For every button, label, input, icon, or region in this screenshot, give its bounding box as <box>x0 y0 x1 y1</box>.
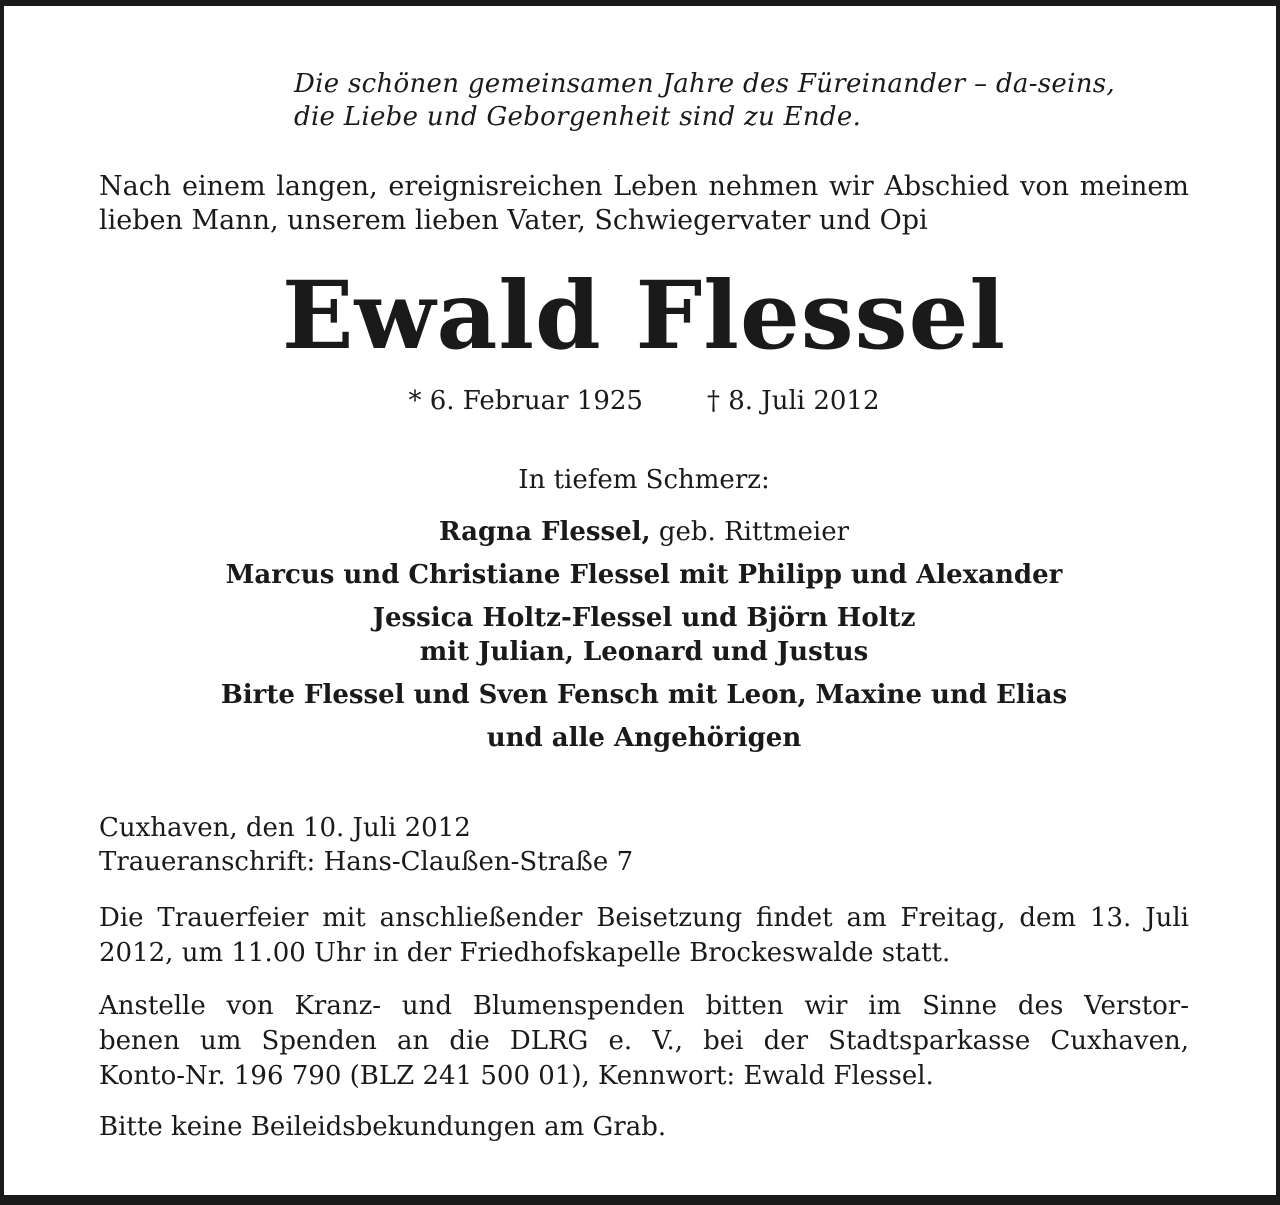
mourner-spouse <box>4 515 1280 549</box>
motto-line-1: Die schönen gemeinsamen Jahre des Füreinander – da-seins, <box>294 69 1115 99</box>
mourning-address: Traueranschrift: Hans-Claußen-Straße 7 <box>99 847 634 877</box>
death-date: † 8. Juli 2012 <box>706 386 880 416</box>
life-dates <box>4 384 1280 418</box>
donation-line-1: Anstelle von Kranz- und Blumenspenden bitten wir im Sinne des Verstor- <box>99 991 1189 1021</box>
intro-text: Nach einem langen, ereignisreichen Leben nehmen wir Abschied von meinem lieben Mann, unserem lieben Vater, Schwiegervater und Opi <box>99 171 1189 236</box>
spouse-birthname: geb. Rittmeier <box>650 517 850 547</box>
mourner-line-4: mit Julian, Leonard und Justus <box>419 637 869 667</box>
donation-line-2: benen um Spenden an die DLRG e. V., bei der Stadtsparkasse Cuxhaven, <box>99 1026 1189 1056</box>
motto-verse <box>294 68 1194 134</box>
donation-info <box>99 989 1189 1094</box>
birth-date: * 6. Februar 1925 <box>408 386 643 416</box>
funeral-info: Die Trauerfeier mit anschließender Beisetzung findet am Freitag, dem 13. Juli 2012, um 11.00 Uhr in der Friedhofskapelle Brockeswalde statt. <box>99 903 1189 968</box>
donation-line-3: Konto-Nr. 196 790 (BLZ 241 500 01), Kennwort: Ewald Flessel. <box>99 1061 934 1091</box>
mourner-line-2: Marcus und Christiane Flessel mit Philipp und Alexander <box>225 560 1063 590</box>
place-date: Cuxhaven, den 10. Juli 2012 <box>99 813 471 843</box>
place-and-address <box>99 811 1189 879</box>
mourner-line-5: Birte Flessel und Sven Fensch mit Leon, Maxine und Elias <box>220 680 1068 710</box>
deceased-name: Ewald Flessel <box>281 261 1007 371</box>
motto-line-2: die Liebe und Geborgenheit sind zu Ende. <box>294 102 862 132</box>
grief-line: In tiefem Schmerz: <box>518 465 770 495</box>
mourners-list <box>4 515 1280 755</box>
mourner-line-6: und alle Angehörigen <box>486 723 802 753</box>
spouse-name: Ragna Flessel, <box>438 517 651 547</box>
closing-note: Bitte keine Beileidsbekundungen am Grab. <box>99 1112 667 1142</box>
mourner-line-3: Jessica Holtz-Flessel und Björn Holtz <box>372 603 916 633</box>
